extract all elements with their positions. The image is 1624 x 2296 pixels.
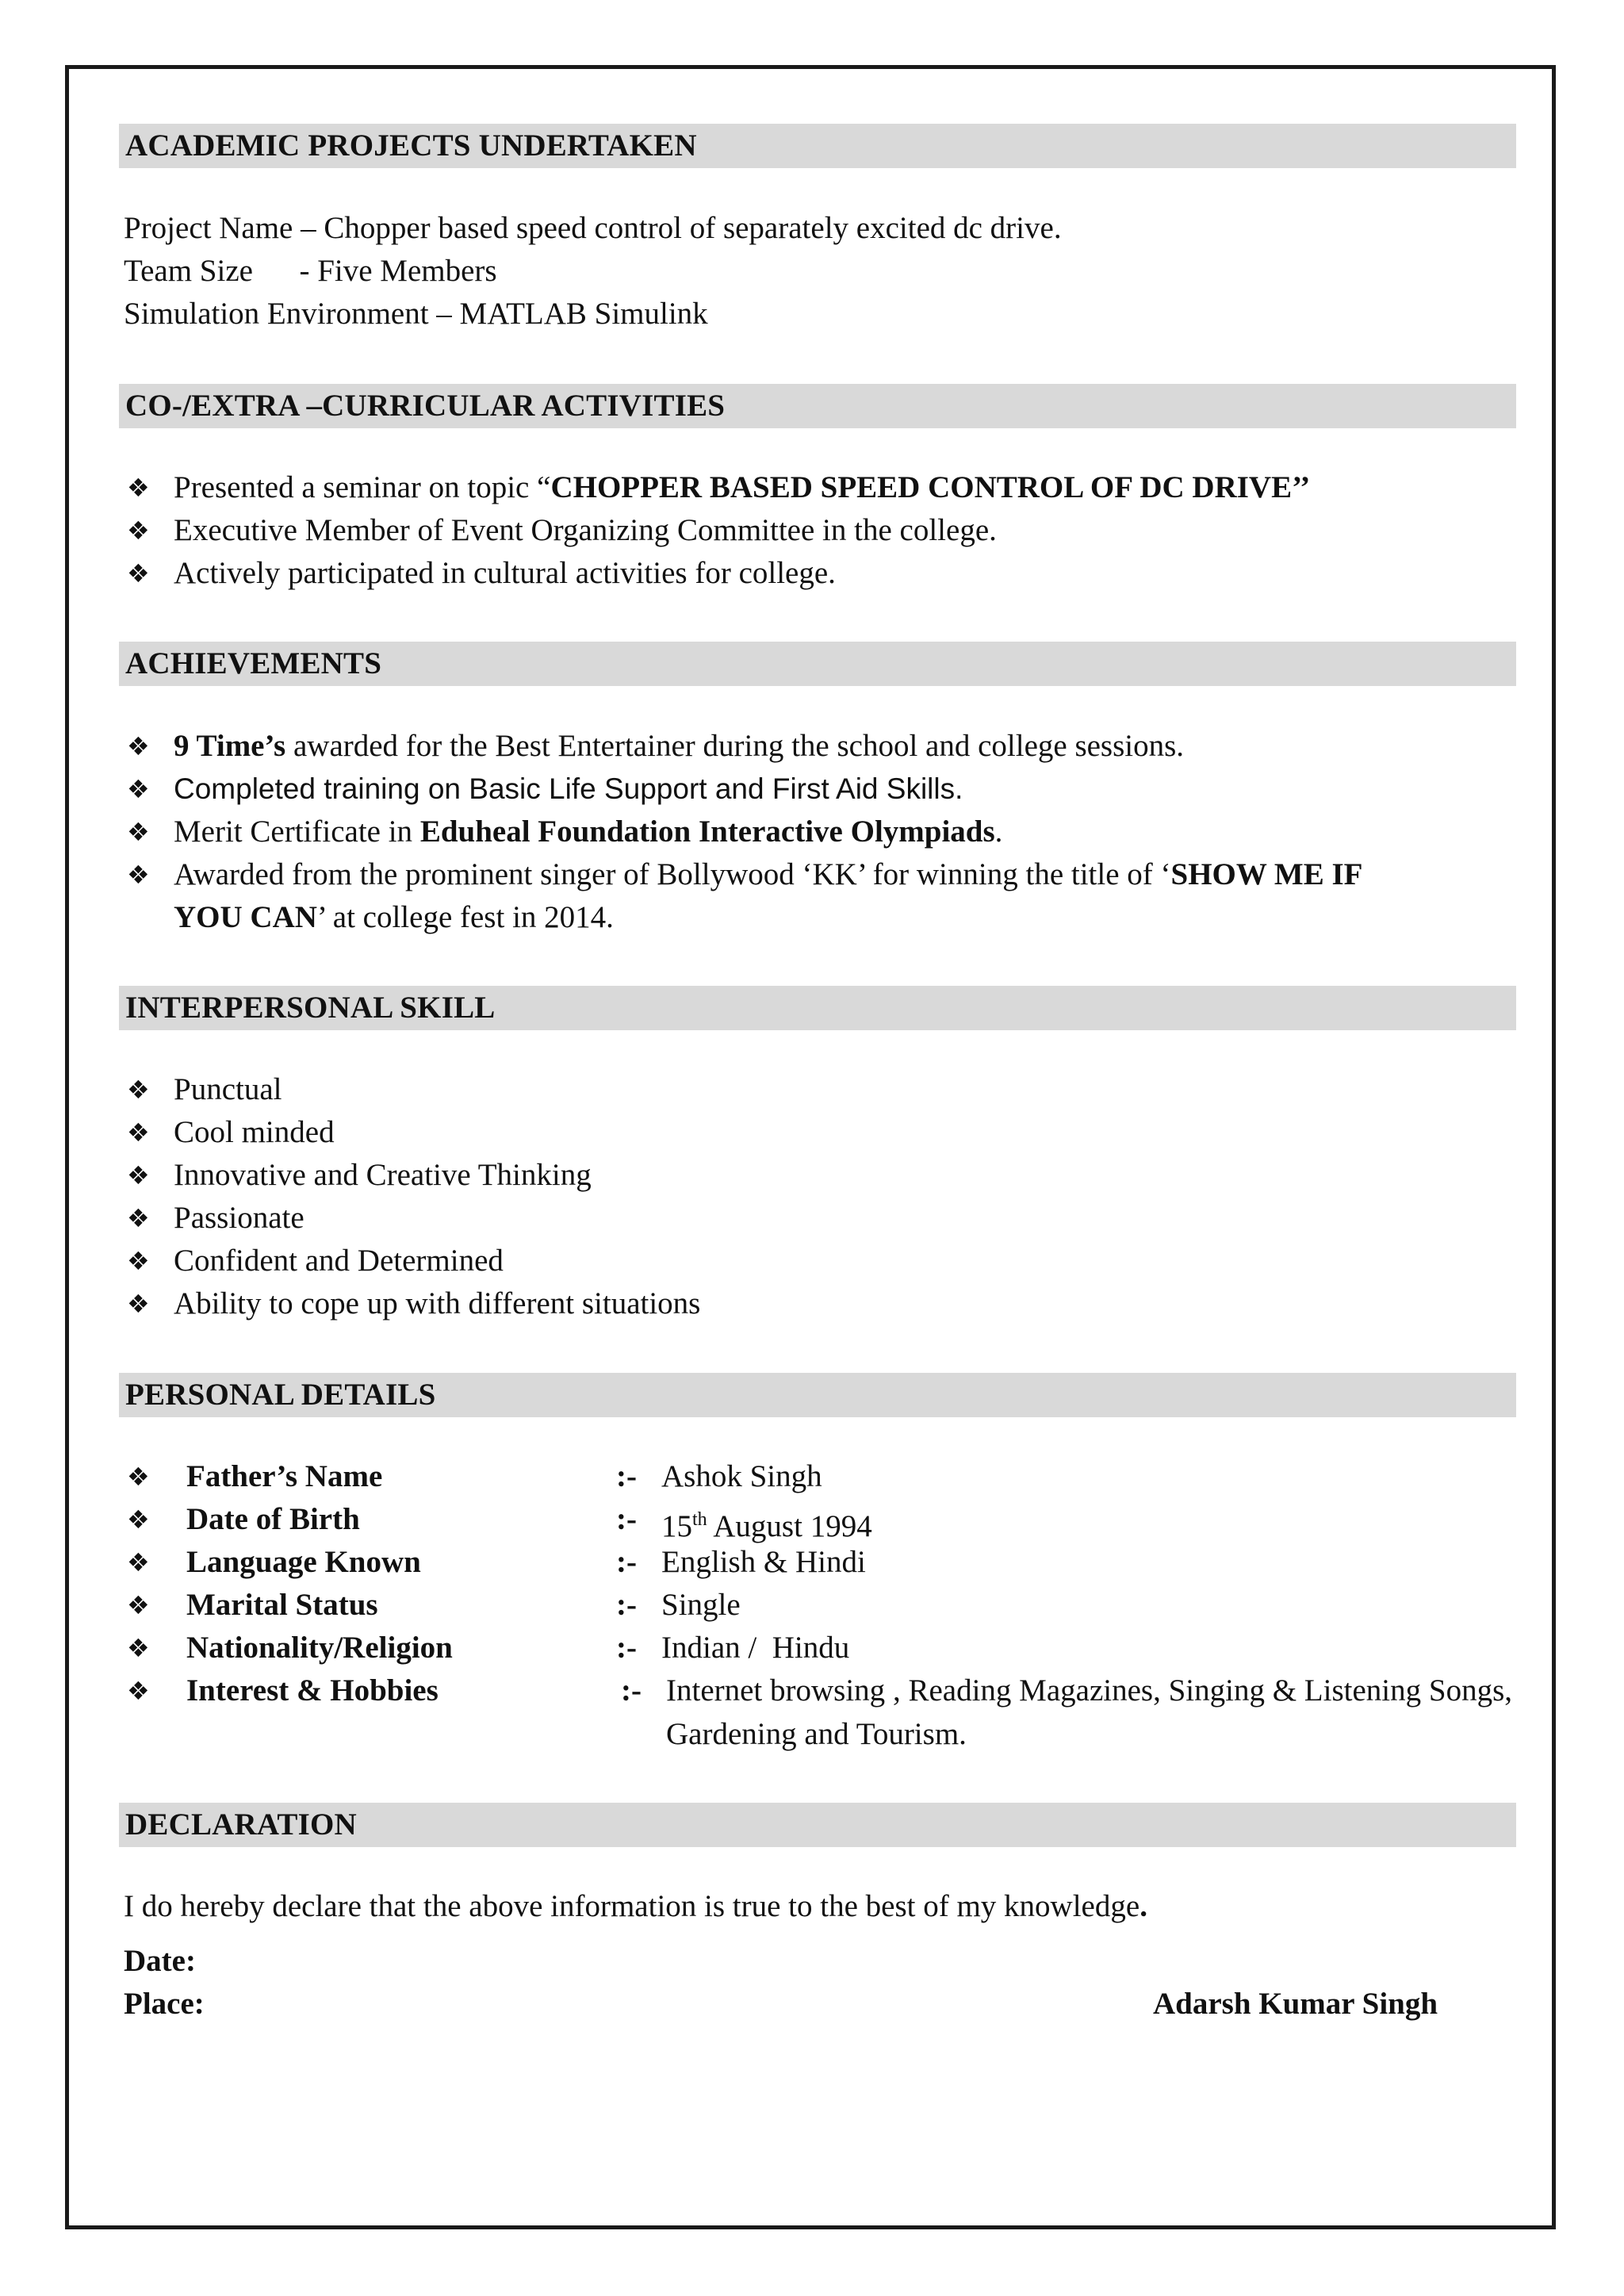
signatory-name: Adarsh Kumar Singh — [1153, 1987, 1438, 2021]
dob-label: Date of Birth — [186, 1502, 360, 1536]
declaration-text: I do hereby declare that the above information is true to the best of my knowledge. — [124, 1889, 1147, 1923]
date-label: Date: — [124, 1944, 196, 1978]
dob-value: 15th August 1994 — [661, 1509, 872, 1543]
fathers-name-value: Ashok Singh — [661, 1459, 822, 1493]
fathers-name-label: Father’s Name — [186, 1459, 383, 1493]
bullet-icon: ❖ — [127, 1246, 150, 1276]
hobbies-value: Internet browsing , Reading Magazines, Singing & Listening Songs, Gardening and Tourism. — [666, 1673, 1512, 1751]
project-name-line: Project Name – Chopper based speed control of separately excited dc drive. — [124, 211, 1062, 245]
bullet-icon: ❖ — [127, 1289, 150, 1319]
skills-heading: INTERPERSONAL SKILL — [119, 986, 1516, 1030]
separator: :- — [616, 1459, 637, 1493]
bullet-icon: ❖ — [127, 1160, 150, 1190]
bullet-icon: ❖ — [127, 1117, 150, 1148]
activity-item: Executive Member of Event Organizing Committee in the college. — [174, 513, 997, 547]
bullet-icon: ❖ — [127, 1462, 150, 1492]
language-value: English & Hindi — [661, 1545, 866, 1579]
separator: :- — [616, 1502, 637, 1536]
bullet-icon: ❖ — [127, 774, 150, 804]
team-size-line: Team Size - Five Members — [124, 254, 497, 288]
achievement-training: Completed training on Basic Life Support and First Aid Skills. — [174, 772, 963, 805]
place-label: Place: — [124, 1987, 205, 2021]
achievement-award-cont: YOU CAN’ at college fest in 2014. — [174, 900, 614, 934]
achievement-award: Awarded from the prominent singer of Bollywood ‘KK’ for winning the title of ‘SHOW ME IF — [174, 857, 1363, 891]
skill-item: Ability to cope up with different situations — [174, 1286, 701, 1320]
language-label: Language Known — [186, 1545, 421, 1579]
achievements-heading: ACHIEVEMENTS — [119, 642, 1516, 686]
bullet-icon: ❖ — [127, 1547, 150, 1577]
bullet-icon: ❖ — [127, 558, 150, 588]
skill-item: Cool minded — [174, 1115, 335, 1149]
skill-item: Passionate — [174, 1201, 304, 1235]
declaration-heading: DECLARATION — [119, 1803, 1516, 1847]
achievement-entertainer: 9 Time’s awarded for the Best Entertainer during the school and college sessions. — [174, 729, 1185, 763]
bullet-icon: ❖ — [127, 473, 150, 503]
separator: :- — [616, 1631, 637, 1665]
activity-item: Actively participated in cultural activities for college. — [174, 556, 836, 590]
skill-item: Innovative and Creative Thinking — [174, 1158, 592, 1192]
personal-heading: PERSONAL DETAILS — [119, 1373, 1516, 1417]
bullet-icon: ❖ — [127, 1676, 150, 1706]
simulation-line: Simulation Environment – MATLAB Simulink — [124, 297, 708, 331]
separator: :- — [616, 1545, 637, 1579]
bullet-icon: ❖ — [127, 1203, 150, 1233]
bullet-icon: ❖ — [127, 860, 150, 890]
separator: :- — [616, 1588, 637, 1622]
bullet-icon: ❖ — [127, 1504, 150, 1535]
nationality-label: Nationality/Religion — [186, 1631, 453, 1665]
marital-value: Single — [661, 1588, 741, 1622]
bullet-icon: ❖ — [127, 817, 150, 847]
skill-item: Confident and Determined — [174, 1244, 504, 1278]
separator: :- — [621, 1673, 642, 1708]
activities-heading: CO-/EXTRA –CURRICULAR ACTIVITIES — [119, 384, 1516, 428]
projects-heading: ACADEMIC PROJECTS UNDERTAKEN — [119, 124, 1516, 168]
bullet-icon: ❖ — [127, 731, 150, 761]
bullet-icon: ❖ — [127, 516, 150, 546]
hobbies-label: Interest & Hobbies — [186, 1673, 439, 1708]
marital-label: Marital Status — [186, 1588, 378, 1622]
skill-item: Punctual — [174, 1072, 282, 1106]
activity-seminar: Presented a seminar on topic “CHOPPER BASED SPEED CONTROL OF DC DRIVE’’ — [174, 470, 1311, 504]
achievement-merit: Merit Certificate in Eduheal Foundation Interactive Olympiads. — [174, 815, 1003, 849]
bullet-icon: ❖ — [127, 1633, 150, 1663]
nationality-value: Indian / Hindu — [661, 1631, 850, 1665]
bullet-icon: ❖ — [127, 1590, 150, 1620]
bullet-icon: ❖ — [127, 1075, 150, 1105]
